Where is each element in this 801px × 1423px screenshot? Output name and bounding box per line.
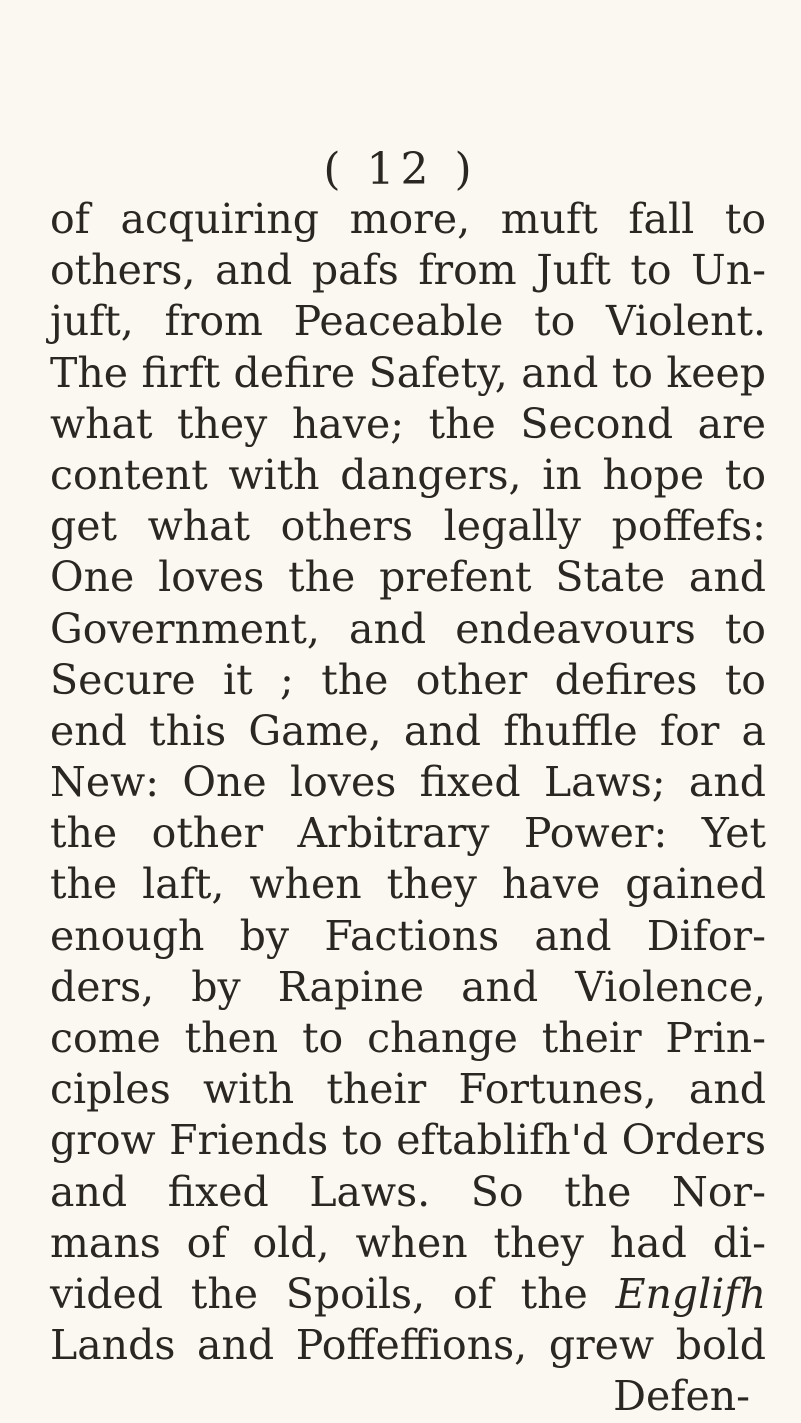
text-line: of acquiring more, muft fall to xyxy=(50,195,766,243)
text-line: mans of old, when they had di- xyxy=(50,1218,766,1267)
text-line-with-italic xyxy=(50,1269,766,1320)
text-line: what they have; the Second are xyxy=(50,399,766,448)
text-line: ciples with their Fortunes, and xyxy=(50,1065,766,1114)
text-line: ders, by Rapine and Violence, xyxy=(50,962,766,1011)
text-line: the laft, when they have gained xyxy=(50,860,766,909)
body-text xyxy=(50,194,766,1423)
text-line: One loves the prefent State and xyxy=(50,553,766,602)
text-line: come then to change their Prin- xyxy=(50,1014,766,1062)
text-line: get what others legally poffefs: xyxy=(50,502,766,551)
text-line: enough by Factions and Difor- xyxy=(50,911,766,960)
text-segment: vided the Spoils, of the xyxy=(50,1269,588,1318)
text-line: content with dangers, in hope to xyxy=(50,450,766,499)
text-line: and fixed Laws. So the Nor- xyxy=(50,1167,766,1216)
text-line: juft, from Peaceable to Violent. xyxy=(50,297,766,346)
text-line: grow Friends to eftablifh'd Orders xyxy=(50,1116,766,1165)
text-line: Secure it ; the other defires to xyxy=(50,655,766,704)
text-line: Government, and endeavours to xyxy=(50,604,766,653)
page-number: ( 12 ) xyxy=(323,144,478,195)
text-line: Lands and Poffeffions, grew bold xyxy=(50,1321,766,1370)
italic-word: Englifh xyxy=(615,1269,766,1318)
text-line: end this Game, and fhuffle for a xyxy=(50,706,766,755)
catchword: Defen- xyxy=(613,1372,750,1421)
text-line: others, and pafs from Juft to Un- xyxy=(50,246,766,295)
text-line: New: One loves fixed Laws; and xyxy=(50,758,766,807)
text-line: The firft defire Safety, and to keep xyxy=(50,348,766,397)
text-line: the other Arbitrary Power: Yet xyxy=(50,809,766,858)
